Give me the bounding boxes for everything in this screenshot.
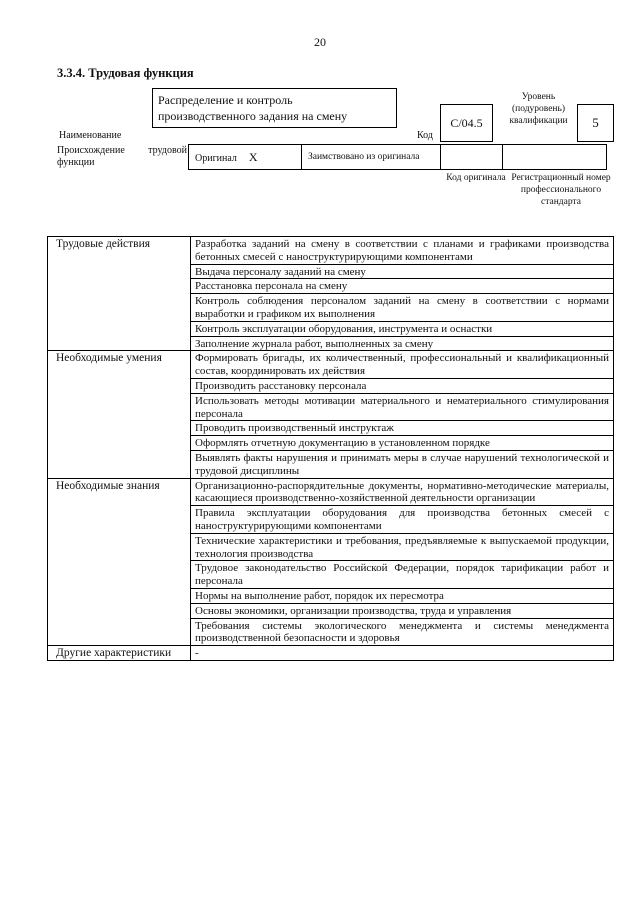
item-cell: Формировать бригады, их количественный, профессиональный и квалификационный состав, координировать их действия xyxy=(191,351,614,379)
original-cell xyxy=(189,145,302,170)
original-mark: X xyxy=(248,149,258,164)
reg-number-cell xyxy=(503,145,607,170)
item-cell: Разработка заданий на смену в соответствии с планами и графиками производства бетонных смесей с наноструктурирующими компонентами xyxy=(191,237,614,265)
category-cell: Необходимые умения xyxy=(48,351,191,478)
table-row xyxy=(48,237,614,265)
code-original-caption: Код оригинала xyxy=(446,173,506,183)
name-label: Наименование xyxy=(59,130,122,141)
item-cell: Нормы на выполнение работ, порядок их пересмотра xyxy=(191,588,614,603)
function-details-table xyxy=(47,236,614,661)
item-cell: Правила эксплуатации оборудования для производства бетонных смесей с наноструктурирующими компонентами xyxy=(191,506,614,534)
item-cell: Технические характеристики и требования, предъявляемые к выпускаемой продукции, технология производства xyxy=(191,533,614,561)
item-cell: Требования системы экологического менеджмента и системы менеджмента производственной безопасности и здоровья xyxy=(191,618,614,646)
section-title: 3.3.4. Трудовая функция xyxy=(57,66,194,80)
item-cell: Оформлять отчетную документацию в установленном порядке xyxy=(191,436,614,451)
item-cell: Расстановка персонала на смену xyxy=(191,279,614,294)
item-cell: Выявлять факты нарушения и принимать меры в случае нарушений технологической и трудовой дисциплины xyxy=(191,450,614,478)
category-cell: Необходимые знания xyxy=(48,478,191,646)
item-cell: Контроль соблюдения персоналом заданий на смену в соответствии с нормами выработки и графиком их выполнения xyxy=(191,294,614,322)
origin-label: Происхождение трудовой функции xyxy=(57,145,187,168)
item-cell: Трудовое законодательство Российской Федерации, порядок тарификации работ и персонала xyxy=(191,561,614,589)
code-label: Код xyxy=(417,130,433,141)
item-cell: Организационно-распорядительные документы, нормативно-методические материалы, касающиеся производственно-хозяйственной деятельности организации xyxy=(191,478,614,506)
item-cell: Производить расстановку персонала xyxy=(191,378,614,393)
category-cell: Трудовые действия xyxy=(48,237,191,351)
level-label: Уровень (подуровень) квалификации xyxy=(509,92,568,126)
item-cell: Проводить производственный инструктаж xyxy=(191,421,614,436)
item-cell: Использовать методы мотивации материального и нематериального стимулирования персонала xyxy=(191,393,614,421)
level-value-box: 5 xyxy=(577,104,614,142)
borrowed-cell: Заимствовано из оригинала xyxy=(302,145,441,170)
origin-table xyxy=(188,144,607,170)
page-number: 20 xyxy=(314,35,326,49)
table-row xyxy=(48,646,614,661)
item-cell: Основы экономики, организации производства, труда и управления xyxy=(191,603,614,618)
code-value-box: С/04.5 xyxy=(440,104,493,142)
item-cell: - xyxy=(191,646,614,661)
original-label: Оригинал xyxy=(195,152,237,164)
item-cell: Контроль эксплуатации оборудования, инструмента и оснастки xyxy=(191,321,614,336)
category-cell: Другие характеристики xyxy=(48,646,191,661)
table-row xyxy=(48,351,614,379)
reg-number-caption: Регистрационный номер профессионального стандарта xyxy=(511,173,611,207)
item-cell: Заполнение журнала работ, выполненных за смену xyxy=(191,336,614,351)
code-original-cell xyxy=(441,145,503,170)
table-row xyxy=(48,478,614,506)
function-name-box: Распределение и контроль производственного задания на смену xyxy=(152,88,397,128)
item-cell: Выдача персоналу заданий на смену xyxy=(191,264,614,279)
